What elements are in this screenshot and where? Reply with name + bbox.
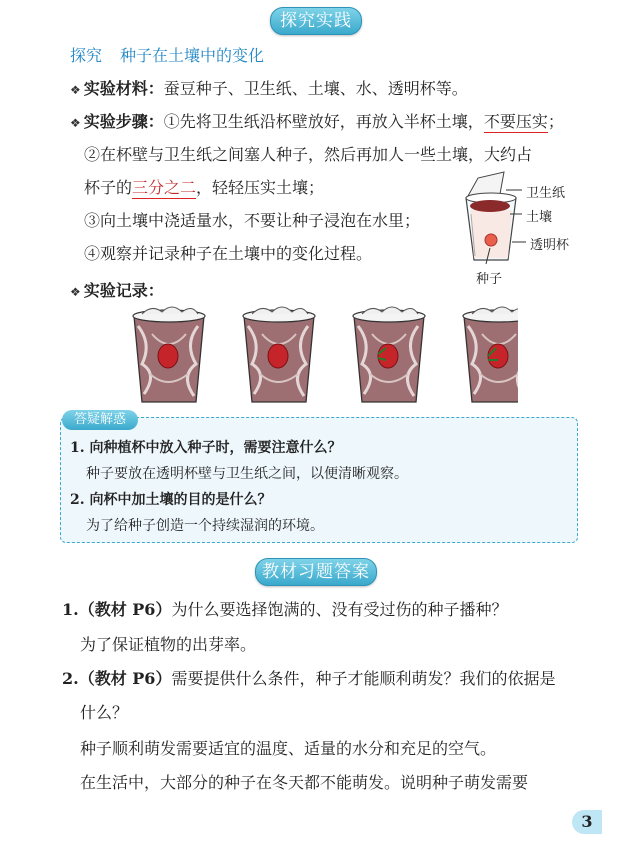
exercise-1-number: 1.	[62, 600, 79, 619]
exercise-1-ref: （教材 P6）	[78, 600, 172, 619]
record-cup-2	[243, 307, 315, 402]
activity-label: 探究	[70, 46, 103, 65]
qa-question-2: 2. 向杯中加土壤的目的是什么？	[70, 492, 272, 508]
bullet-icon: ❖	[70, 116, 81, 130]
page-number: 3	[572, 810, 602, 834]
exercise-1-question	[62, 597, 507, 620]
qa-tag: 答疑解惑	[62, 410, 138, 430]
exercise-2-answer-1: 种子顺利萌发需要适宜的温度、适量的水分和充足的空气。	[80, 739, 497, 758]
record-cups	[128, 304, 518, 404]
activity-title	[70, 43, 264, 66]
label-soil: 土壤	[526, 210, 553, 225]
label-paper: 卫生纸	[526, 186, 566, 201]
record-cup-3	[353, 307, 425, 402]
step1-text: ①先将卫生纸沿杯壁放好，再放入半杯土壤，	[163, 112, 484, 131]
exercise-2-question-cont: 什么？	[80, 703, 129, 722]
exercise-2-number: 2.	[62, 669, 79, 688]
step2-line-1: ②在杯壁与卫生纸之间塞人种子，然后再加人一些土壤，大约占	[84, 145, 533, 164]
step2-post: ，轻轻压实土壤；	[196, 178, 325, 197]
step1-end: ；	[547, 112, 564, 131]
bullet-icon: ❖	[70, 285, 81, 299]
activity-topic: 种子在土壤中的变化	[120, 46, 265, 65]
qa-question-1: 1. 向种植杯中放入种子时，需要注意什么？	[70, 440, 342, 456]
exercise-2-question	[62, 666, 555, 689]
materials-text: 蚕豆种子、卫生纸、土壤、水、透明杯等。	[163, 79, 468, 98]
materials-label: 实验材料	[83, 79, 148, 98]
step1-emphasis: 不要压实	[483, 112, 548, 131]
steps-label: 实验步骤	[83, 112, 148, 131]
qa-answer-1: 种子要放在透明杯壁与卫生纸之间，以便清晰观察。	[86, 466, 408, 482]
steps-line-1: ❖ 实验步骤：①先将卫生纸沿杯壁放好，再放入半杯土壤，不要压实；	[70, 112, 564, 131]
label-cup: 透明杯	[530, 238, 570, 253]
bullet-icon: ❖	[70, 83, 81, 97]
exercise-1-answer: 为了保证植物的出芽率。	[80, 635, 257, 654]
exercise-2-answer-2: 在生活中，大部分的种子在冬天都不能萌发。说明种子萌发需要	[80, 773, 529, 792]
step3-line: ③向土壤中浇适量水，不要让种子浸泡在水里；	[84, 211, 421, 230]
exercise-1-text: 为什么要选择饱满的、没有受过伤的种子播种？	[171, 600, 508, 619]
record-cup-1	[133, 307, 205, 402]
exercise-2-ref: （教材 P6）	[78, 669, 172, 688]
step2-pre: 杯子的	[84, 178, 133, 197]
label-seed: 种子	[476, 272, 503, 287]
record-line	[70, 278, 164, 301]
step2-line-2	[84, 175, 324, 198]
materials-line: ❖ 实验材料：蚕豆种子、卫生纸、土壤、水、透明杯等。	[70, 79, 468, 98]
step2-emphasis: 三分之二	[132, 178, 197, 197]
qa-answer-2: 为了给种子创造一个持续湿润的环境。	[86, 518, 324, 534]
step4-line: ④观察并记录种子在土壤中的变化过程。	[84, 244, 373, 263]
exercise-2-text: 需要提供什么条件，种子才能顺利萌发？我们的依据是	[171, 669, 556, 688]
answers-title-pill: 教材习题答案	[255, 558, 377, 586]
record-label: 实验记录：	[83, 281, 164, 300]
section-title-pill: 探究实践	[270, 7, 362, 35]
